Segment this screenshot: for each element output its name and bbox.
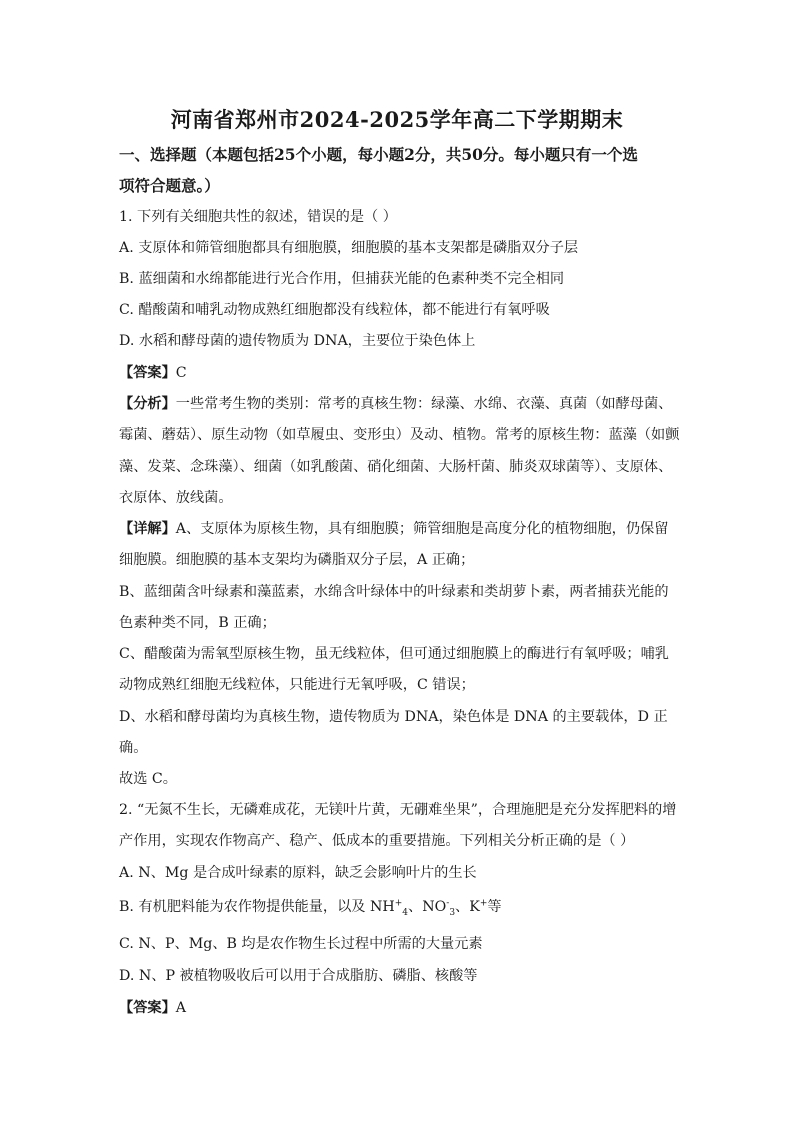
section-heading-line1: 一、选择题（本题包括25个小题，每小题2分，共50分。每小题只有一个选 [119, 145, 638, 164]
question-1-option-b: B. 蓝细菌和水绵都能进行光合作用，但捕获光能的色素种类不完全相同 [119, 271, 565, 287]
question-1-stem: 1. 下列有关细胞共性的叙述，错误的是（ ） [119, 209, 397, 225]
question-1-detail-line: 动物成熟红细胞无线粒体，只能进行无氧呼吸，C 错误； [119, 677, 475, 693]
section-heading-line2: 项符合题意。） [119, 176, 220, 195]
question-2-stem-line: 产作用，实现农作物高产、稳产、低成本的重要措施。下列相关分析正确的是（ ） [119, 833, 635, 849]
question-1-analysis-line: 霉菌、蘑菇）、原生动物（如草履虫、变形虫）及动、植物。常考的原核生物：蓝藻（如颤 [119, 427, 680, 443]
question-1-option-a: A. 支原体和筛管细胞都具有细胞膜，细胞膜的基本支架都是磷脂双分子层 [119, 240, 579, 256]
question-2-option-d: D. N、P 被植物吸收后可以用于合成脂肪、磷脂、核酸等 [119, 968, 478, 984]
question-1-detail-line: 确。 [119, 740, 148, 756]
question-1-detail-line: 色素种类不同，B 正确； [119, 615, 276, 631]
question-1-detail-line: C、醋酸菌为需氧型原核生物，虽无线粒体，但可通过细胞膜上的酶进行有氧呼吸；哺乳 [119, 646, 669, 662]
question-1-conclusion: 故选 C。 [119, 771, 177, 787]
subscript: 4 [402, 907, 409, 918]
option-b-text: 等 [487, 899, 502, 915]
question-1-detail-line: B、蓝细菌含叶绿素和藻蓝素，水绵含叶绿体中的叶绿素和类胡萝卜素，两者捕获光能的 [119, 584, 669, 600]
question-1-analysis-line [119, 395, 672, 413]
answer-tag: 【答案】 [119, 1000, 176, 1016]
question-1-detail-line: D、水稻和酵母菌均为真核生物，遗传物质为 DNA，染色体是 DNA 的主要载体，D 正 [119, 709, 668, 725]
question-2-stem-line: 2. “无氮不生长，无磷难成花，无镁叶片黄，无硼难坐果”，合理施肥是充分发挥肥料的增 [119, 802, 677, 818]
option-b-text: B. 有机肥料能为农作物提供能量，以及 NH [119, 899, 395, 915]
option-b-text: 、K [455, 899, 480, 915]
detail-text: A、支原体为原核生物，具有细胞膜；筛管细胞是高度分化的植物细胞，仍保留 [175, 521, 669, 537]
option-b-text: 、NO [408, 899, 447, 915]
answer-tag: 【答案】 [119, 365, 176, 381]
question-2-option-a: A. N、Mg 是合成叶绿素的原料，缺乏会影响叶片的生长 [119, 865, 477, 881]
question-1-answer [119, 364, 187, 382]
detail-tag: 【详解】 [119, 521, 176, 537]
question-2-option-b [119, 898, 502, 916]
subscript: 3 [449, 907, 456, 918]
analysis-tag: 【分析】 [119, 396, 176, 412]
question-1-option-d: D. 水稻和酵母菌的遗传物质为 DNA，主要位于染色体上 [119, 333, 476, 349]
superscript: - [446, 898, 450, 909]
superscript: + [394, 898, 403, 909]
question-2-answer [119, 999, 186, 1017]
question-1-detail-line: 细胞膜。细胞膜的基本支架均为磷脂双分子层，A 正确； [119, 552, 475, 568]
answer-value: A [175, 1000, 187, 1016]
question-1-analysis-line: 衣原体、放线菌。 [119, 490, 233, 506]
question-1-option-c: C. 醋酸菌和哺乳动物成熟红细胞都没有线粒体，都不能进行有氧呼吸 [119, 302, 550, 318]
question-2-option-c: C. N、P、Mg、B 均是农作物生长过程中所需的大量元素 [119, 936, 483, 952]
superscript: + [479, 898, 488, 909]
analysis-text: 一些常考生物的类别：常考的真核生物：绿藻、水绵、衣藻、真菌（如酵母菌、 [175, 396, 673, 412]
answer-value: C [175, 365, 187, 381]
document-title: 河南省郑州市2024-2025学年高二下学期期末 [170, 107, 624, 132]
question-1-detail-line [119, 520, 668, 538]
question-1-analysis-line: 藻、发菜、念珠藻）、细菌（如乳酸菌、硝化细菌、大肠杆菌、肺炎双球菌等）、支原体、 [119, 459, 673, 475]
